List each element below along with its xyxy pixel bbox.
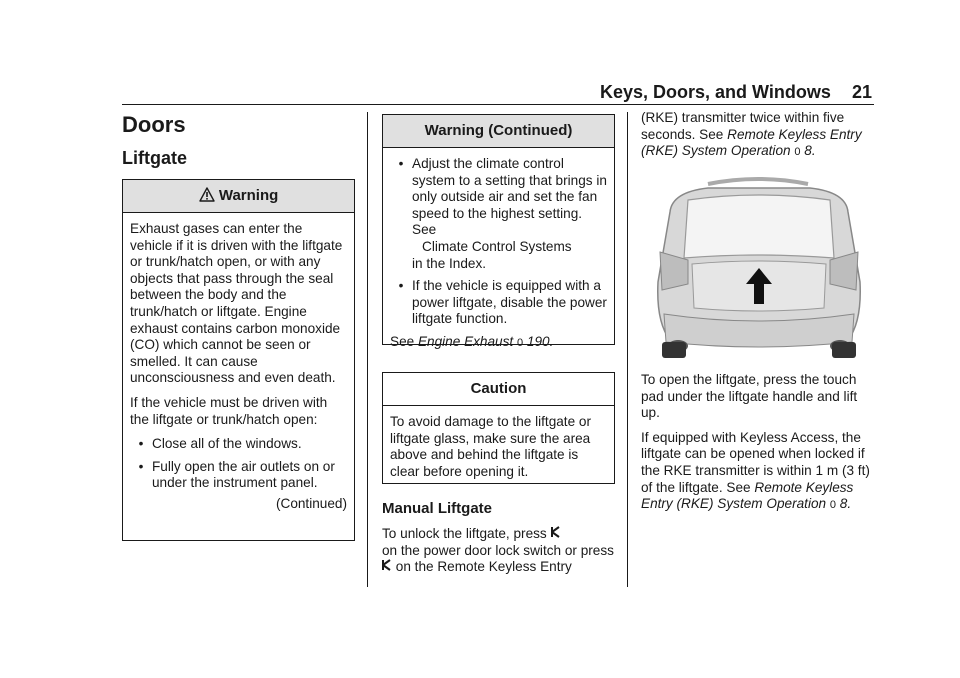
caution-box bbox=[382, 372, 615, 484]
caution-header: Caution bbox=[383, 373, 614, 406]
header-rule bbox=[122, 104, 874, 105]
liftgate-key-icon bbox=[382, 559, 392, 576]
open-liftgate-text: To open the liftgate, press the touch pad under the liftgate handle and lift up. If equipped with Keyless Access, the liftgate can be opened when locked if the RKE transmitter is within 1 m (3 ft) of the liftgate. See Remote Keyless Entry (RKE) System Operation 0 8. bbox=[641, 372, 870, 512]
warning-title: Warning bbox=[218, 187, 279, 204]
rke-text: (RKE) transmitter twice within five seconds. See Remote Keyless Entry (RKE) System Operation 0 8. bbox=[641, 110, 862, 159]
heading-liftgate: Liftgate bbox=[122, 148, 187, 168]
warning-triangle-icon bbox=[199, 187, 219, 204]
column-divider-right bbox=[627, 112, 628, 587]
page-header bbox=[0, 82, 960, 106]
list-item: • If the vehicle is equipped with a power liftgate, disable the power liftgate function. bbox=[398, 278, 607, 327]
up-arrow-icon bbox=[746, 268, 772, 304]
heading-manual-liftgate: Manual Liftgate bbox=[382, 500, 493, 517]
list-item: • Fully open the air outlets on or under the instrument panel. bbox=[138, 458, 335, 491]
continued-label: (Continued) bbox=[275, 495, 347, 511]
warning-paragraph: If the vehicle must be driven with the liftgate or trunk/hatch open: bbox=[130, 394, 328, 427]
liftgate-rear-view-illustration bbox=[648, 172, 870, 364]
warning-continued-box bbox=[382, 114, 615, 349]
list-item: • Adjust the climate control system to a setting that brings in only outside air and set the fan speed to the highest setting. See Climate Control Systems in the Index. bbox=[398, 156, 607, 271]
page-number: 21 bbox=[852, 82, 873, 102]
warning-box bbox=[122, 179, 355, 541]
section-title: Keys, Doors, and Windows bbox=[600, 82, 831, 102]
warning-continued-header: Warning (Continued) bbox=[383, 115, 614, 148]
warning-paragraph: Exhaust gases can enter the vehicle if it is driven with the liftgate or trunk/hatch open, or with any objects that pass through the seal between the body and the trunk/hatch or liftgate. Engine exhaust contains carbon monoxide (CO) which cannot be seen or smelled. It can cause unconsciousness and even death. bbox=[130, 221, 343, 386]
manual-liftgate-text: To unlock the liftgate, press on the power door lock switch or press on the Remote Keyless Entry bbox=[382, 526, 614, 575]
unlock-key-icon bbox=[551, 526, 561, 543]
warning-header bbox=[123, 180, 354, 213]
column-divider-left bbox=[367, 112, 368, 587]
list-item: • Close all of the windows. bbox=[138, 436, 302, 452]
caution-text: To avoid damage to the liftgate or liftgate glass, make sure the area above and behind the liftgate is clear before opening it. bbox=[390, 414, 592, 479]
heading-doors: Doors bbox=[122, 112, 186, 137]
see-reference: See Engine Exhaust 0 190. bbox=[390, 333, 554, 349]
